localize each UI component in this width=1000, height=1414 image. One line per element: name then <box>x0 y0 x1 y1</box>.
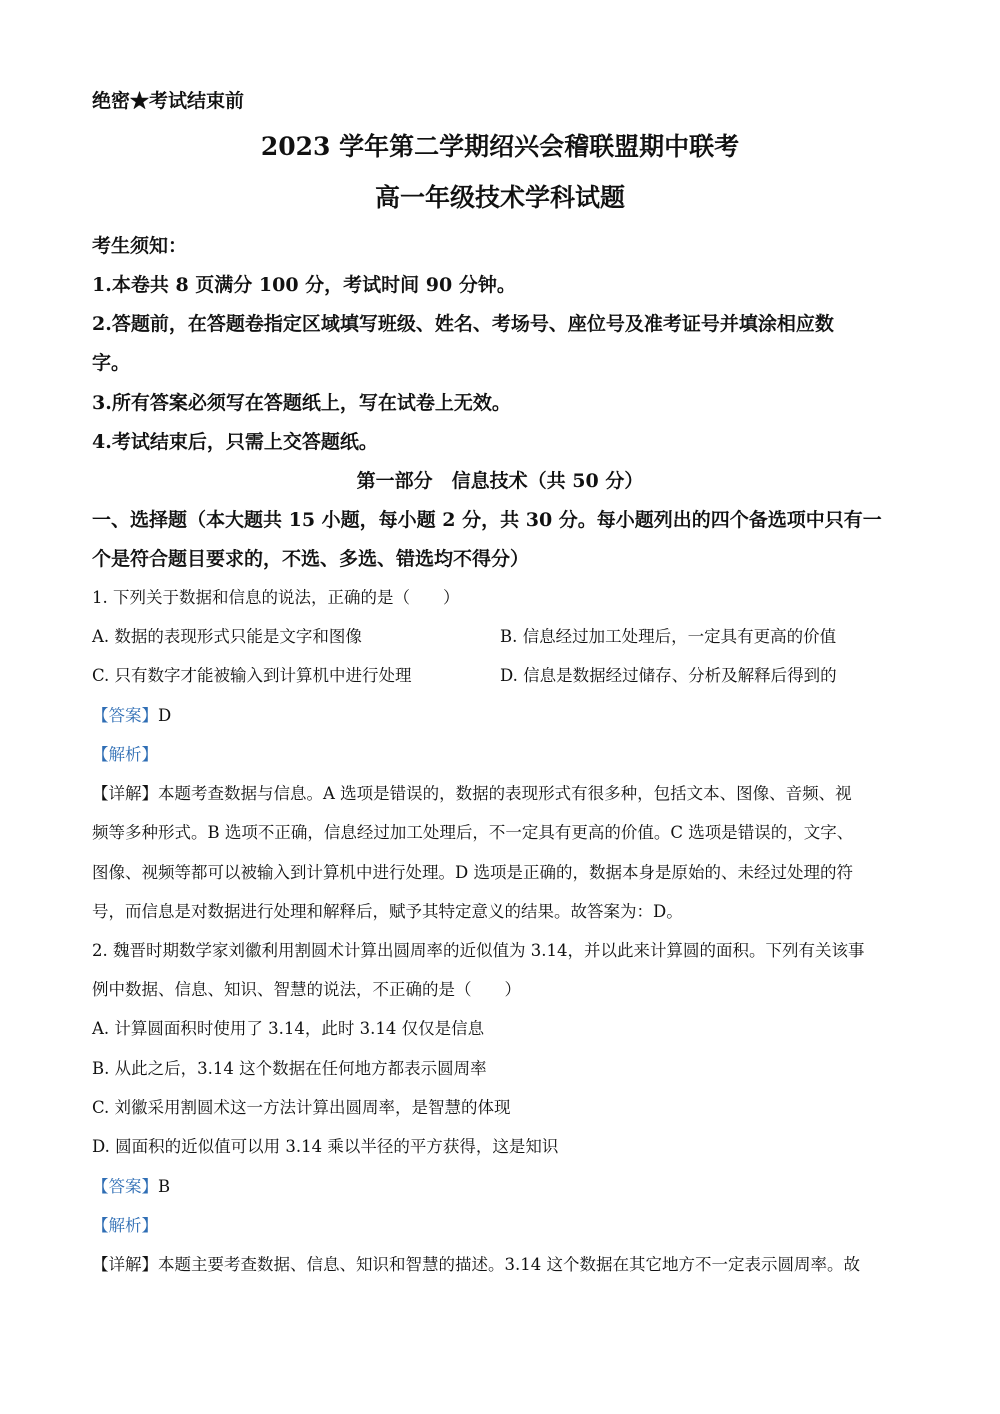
notice-item: 4.考试结束后，只需上交答题纸。 <box>92 431 378 453</box>
notice-item: 3.所有答案必须写在答题纸上，写在试卷上无效。 <box>92 392 511 414</box>
q2-option-b: B. 从此之后，3.14 这个数据在任何地方都表示圆周率 <box>92 1059 487 1078</box>
q1-option-b: B. 信息经过加工处理后，一定具有更高的价值 <box>500 627 837 646</box>
q2-option-c: C. 刘徽采用割圆术这一方法计算出圆周率，是智慧的体现 <box>92 1098 511 1117</box>
q1-option-a: A. 数据的表现形式只能是文字和图像 <box>92 627 362 646</box>
secret-label: 绝密★考试结束前 <box>92 90 245 112</box>
detail-text: 本题考查数据与信息。A 选项是错误的，数据的表现形式有很多种，包括文本、图像、音频、视 <box>158 784 852 803</box>
q1-detail-line <box>92 780 852 804</box>
q1-answer: D <box>158 706 172 725</box>
q1-answer-line <box>92 702 171 726</box>
q1-detail-line: 图像、视频等都可以被输入到计算机中进行处理。D 选项是正确的，数据本身是原始的、未经过处理的符 <box>92 863 853 882</box>
detail-tag: 【详解】 <box>92 784 158 803</box>
q1-stem: 1. 下列关于数据和信息的说法，正确的是（ ） <box>92 588 460 607</box>
notice-item: 1.本卷共 8 页满分 100 分，考试时间 90 分钟。 <box>92 274 516 296</box>
q2-option-a: A. 计算圆面积时使用了 3.14，此时 3.14 仅仅是信息 <box>92 1019 485 1038</box>
q2-stem: 例中数据、信息、知识、智慧的说法，不正确的是（ ） <box>92 980 521 999</box>
answer-tag: 【答案】 <box>92 706 158 725</box>
section-instruction: 一、选择题（本大题共 15 小题，每小题 2 分，共 30 分。每小题列出的四个备选项中只有一 <box>92 509 882 531</box>
q1-option-d: D. 信息是数据经过储存、分析及解释后得到的 <box>500 666 837 685</box>
notice-item: 字。 <box>92 352 131 374</box>
section-instruction: 个是符合题目要求的，不选、多选、错选均不得分） <box>92 548 530 570</box>
q2-analysis-tag: 【解析】 <box>92 1216 158 1235</box>
q2-answer-line <box>92 1173 170 1197</box>
detail-text: 本题主要考查数据、信息、知识和智慧的描述。3.14 这个数据在其它地方不一定表示圆周率。故 <box>158 1255 860 1274</box>
exam-subtitle: 高一年级技术学科试题 <box>374 183 625 212</box>
q2-detail-line <box>92 1251 860 1275</box>
q1-analysis-tag: 【解析】 <box>92 745 158 764</box>
q2-option-d: D. 圆面积的近似值可以用 3.14 乘以半径的平方获得，这是知识 <box>92 1137 559 1156</box>
q1-detail-line: 频等多种形式。B 选项不正确，信息经过加工处理后，不一定具有更高的价值。C 选项是错误的，文字、 <box>92 823 854 842</box>
exam-title: 2023 学年第二学期绍兴会稽联盟期中联考 <box>260 132 740 161</box>
q1-detail-line: 号，而信息是对数据进行处理和解释后，赋予其特定意义的结果。故答案为：D。 <box>92 902 683 921</box>
detail-tag: 【详解】 <box>92 1255 158 1274</box>
q1-option-c: C. 只有数字才能被输入到计算机中进行处理 <box>92 666 412 685</box>
part-title: 第一部分 信息技术（共 50 分） <box>356 470 644 492</box>
answer-tag: 【答案】 <box>92 1177 158 1196</box>
q2-answer: B <box>158 1177 171 1196</box>
notice-heading: 考生须知： <box>92 235 188 257</box>
q2-stem: 2. 魏晋时期数学家刘徽利用割圆术计算出圆周率的近似值为 3.14，并以此来计算圆的面积。下列有关该事 <box>92 941 865 960</box>
notice-item: 2.答题前，在答题卷指定区域填写班级、姓名、考场号、座位号及准考证号并填涂相应数 <box>92 313 834 335</box>
